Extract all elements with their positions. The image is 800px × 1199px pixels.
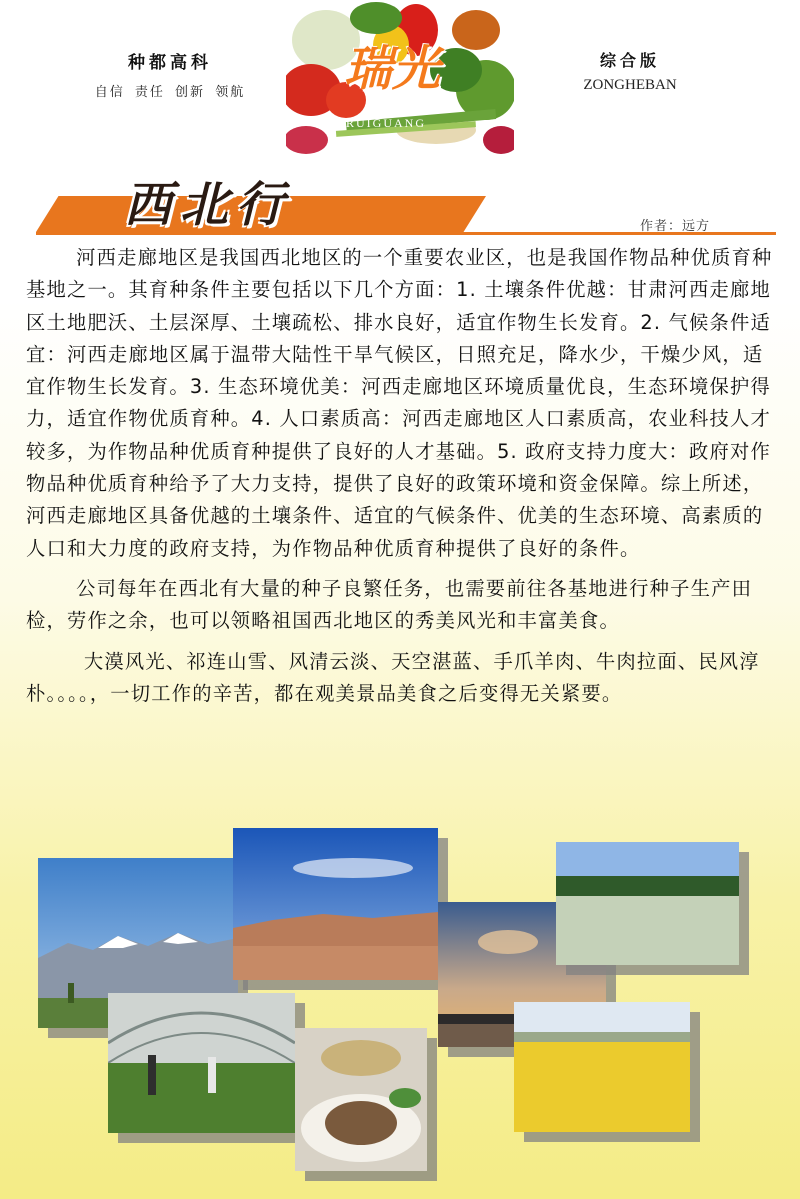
paragraph: 公司每年在西北有大量的种子良繁任务，也需要前往各基地进行种子生产田检，劳作之余，也可以领略祖国西北地区的秀美风光和丰富美食。 [26,576,753,633]
header-left [70,48,270,100]
brand-motto: 自信 责任 创新 领航 [94,85,246,100]
edition-pinyin: ZONGHEBAN [583,77,677,93]
brand-name: 种都高科 [128,53,212,73]
photo-desert [233,828,438,980]
paragraph: 大漠风光、祁连山雪、风清云淡、天空湛蓝、手爪羊肉、牛肉拉面、民风淳朴。。。。，一切工作的辛苦，都在观美景品美食之后变得无关紧要。 [26,649,760,705]
logo-subtitle: RUIGUANG [346,116,426,130]
logo-text: 瑞光 [344,41,441,97]
article-title: 西北行 [124,177,293,233]
header-right [560,48,700,94]
photo-rapeseed-field [514,1002,690,1132]
article-body [26,242,778,718]
photo-lamb-dish [295,1028,427,1171]
author-byline: 作者：远方 [640,219,711,234]
paragraph: 河西走廊地区是我国西北地区的一个重要农业区，也是我国作物品种优质育种基地之一。其育种条件主要包括以下几个方面：1. 土壤条件优越：甘肃河西走廊地区土地肥沃、土层深厚、土壤疏松、排水良好，适宜作物生长发育。2. 气候条件适宜：河西走廊地区属于温带大陆性干旱气候区，日照充足，降水少，干燥少风，适宜作物生长发育。3. 生态环境优美：河西走廊地区环境质量优良，生态环境保护得力，适宜作物优质育种。4. 人口素质高：河西走廊地区人口素质高，农业科技人才较多，为作物品种优质育种提供了良好的人才基础。5. 政府支持力度大：政府对作物品种优质育种给予了大力支持，提供了良好的政策环境和资金保障。综上所述，河西走廊地区具备优越的土壤条件、适宜的气候条件、优美的生态环境、高素质的人口和大力度的政府支持，为作物品种优质育种提供了良好的条件。 [26,246,773,560]
photo-greenhouse [108,993,295,1133]
edition-name: 综合版 [599,51,660,70]
photo-buckwheat-field [556,842,739,965]
logo [286,0,514,154]
